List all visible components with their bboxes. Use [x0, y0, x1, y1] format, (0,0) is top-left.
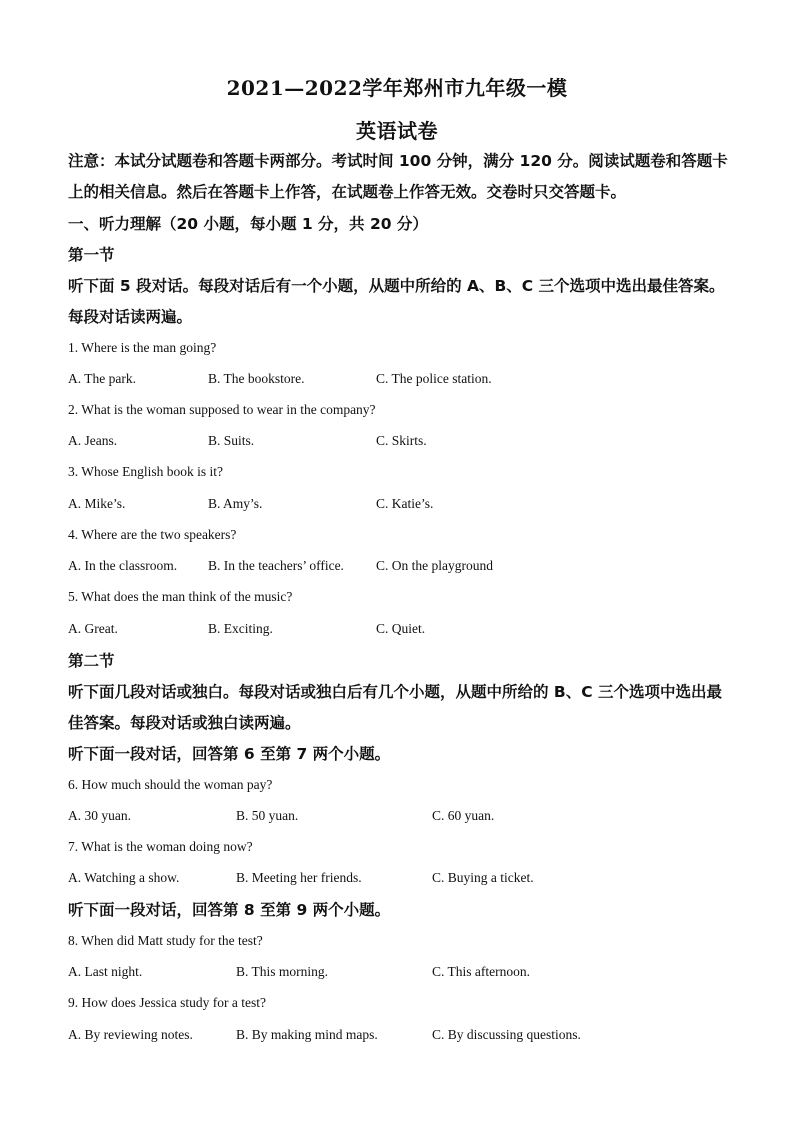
part-heading-2: 第二节 [68, 652, 115, 670]
question-6: 6. How much should the woman pay? [68, 777, 273, 792]
question-8: 8. When did Matt study for the test? [68, 933, 263, 948]
option-7b: B. Meeting her friends. [236, 870, 362, 885]
exam-subtitle: 英语试卷 [356, 119, 438, 143]
part-heading-1: 第一节 [68, 246, 115, 264]
group-instruction-6-7: 听下面一段对话，回答第 6 至第 7 两个小题。 [68, 745, 391, 763]
question-3: 3. Whose English book is it? [68, 464, 223, 479]
option-4c: C. On the playground [376, 558, 493, 573]
question-2: 2. What is the woman supposed to wear in the company? [68, 402, 376, 417]
option-9a: A. By reviewing notes. [68, 1027, 193, 1042]
part2-instructions: 听下面几段对话或独白。每段对话或独白后有几个小题，从题中所给的 B、C 三个选项中选出最佳答案。每段对话或独白读两遍。 [68, 683, 722, 732]
part1-instructions: 听下面 5 段对话。每段对话后有一个小题，从题中所给的 A、B、C 三个选项中选出最佳答案。每段对话读两遍。 [68, 277, 725, 326]
option-9b: B. By making mind maps. [236, 1027, 378, 1042]
option-5b: B. Exciting. [208, 621, 273, 636]
option-2c: C. Skirts. [376, 433, 427, 448]
option-3b: B. Amy’s. [208, 496, 263, 511]
option-4a: A. In the classroom. [68, 558, 178, 573]
option-3c: C. Katie’s. [376, 496, 434, 511]
option-7c: C. Buying a ticket. [432, 870, 534, 885]
exam-title: 2021—2022学年郑州市九年级一模 [226, 76, 568, 100]
option-1a: A. The park. [68, 371, 136, 386]
option-2b: B. Suits. [208, 433, 255, 448]
question-7: 7. What is the woman doing now? [68, 839, 253, 854]
option-1c: C. The police station. [376, 371, 492, 386]
option-8a: A. Last night. [68, 964, 143, 979]
option-6b: B. 50 yuan. [236, 808, 299, 823]
option-6a: A. 30 yuan. [68, 808, 131, 823]
option-9c: C. By discussing questions. [432, 1027, 581, 1042]
question-4: 4. Where are the two speakers? [68, 527, 237, 542]
option-4b: B. In the teachers’ office. [208, 558, 344, 573]
exam-notice: 注意：本试分试题卷和答题卡两部分。考试时间 100 分钟，满分 120 分。阅读试题卷和答题卡上的相关信息。然后在答题卡上作答，在试题卷上作答无效。交卷时只交答题卡。 [68, 152, 728, 201]
section-heading-listening: 一、听力理解（20 小题，每小题 1 分，共 20 分） [68, 215, 428, 233]
group-instruction-8-9: 听下面一段对话，回答第 8 至第 9 两个小题。 [68, 901, 391, 919]
question-1: 1. Where is the man going? [68, 340, 217, 355]
option-2a: A. Jeans. [68, 433, 118, 448]
question-5: 5. What does the man think of the music? [68, 589, 293, 604]
option-6c: C. 60 yuan. [432, 808, 495, 823]
option-5a: A. Great. [68, 621, 118, 636]
option-5c: C. Quiet. [376, 621, 426, 636]
option-8b: B. This morning. [236, 964, 329, 979]
option-7a: A. Watching a show. [68, 870, 180, 885]
option-3a: A. Mike’s. [68, 496, 126, 511]
option-8c: C. This afternoon. [432, 964, 530, 979]
option-1b: B. The bookstore. [208, 371, 305, 386]
question-9: 9. How does Jessica study for a test? [68, 995, 266, 1010]
